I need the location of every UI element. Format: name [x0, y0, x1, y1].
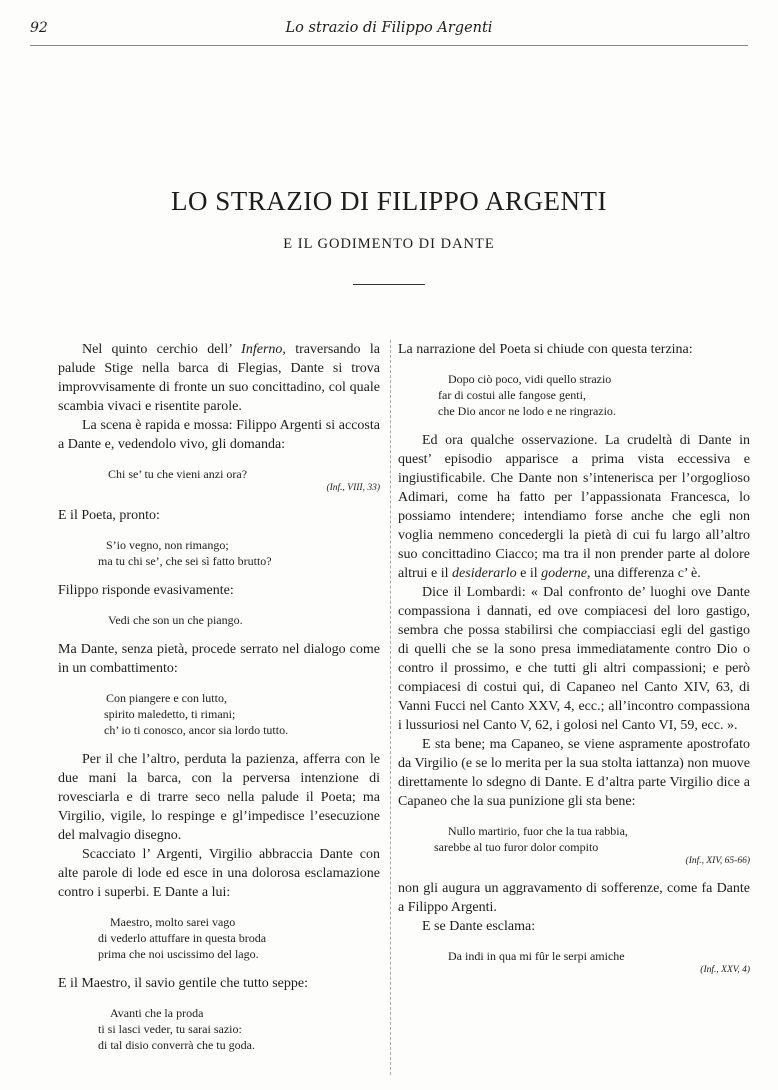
- verse-line: sarebbe al tuo furor dolor compito: [434, 840, 599, 854]
- paragraph: La narrazione del Poeta si chiude con questa terzina:: [398, 342, 693, 357]
- verse-line: di vederlo attuffare in questa broda: [98, 931, 267, 945]
- verse-quote: [58, 1005, 380, 1053]
- verse-quote: [58, 537, 380, 569]
- italic-term: goderne: [541, 566, 587, 581]
- chapter-title: LO STRAZIO DI FILIPPO ARGENTI: [171, 186, 607, 216]
- paragraph: E se Dante esclama:: [422, 919, 536, 934]
- paragraph: Per il che l’altro, perduta la pazienza, afferra con le due mani la barca, con la perversa intenzione di rovesciarla e di trarre seco nella palude il Poeta; ma Virgilio, vigile, lo respinge e gl’impedisce l’esecuzione del malvagio disegno.: [58, 752, 380, 843]
- paragraph: Filippo risponde evasivamente:: [58, 583, 234, 598]
- verse-quote: [58, 612, 380, 628]
- page-number: 92: [30, 20, 48, 36]
- verse-line: di tal disio converrà che tu goda.: [98, 1038, 255, 1052]
- paragraph: Nel quinto cerchio dell’ Inferno, traversando la palude Stige nella barca di Flegias, Dante si trova improvvisamente di fronte un suo concittadino, col quale scambia vivaci e risentite parole.: [58, 342, 380, 414]
- verse-line: ma tu chi se’, che sei sì fatto brutto?: [98, 554, 272, 568]
- verse-line: spirito maledetto, ti rimani;: [104, 707, 236, 721]
- paragraph: La scena è rapida e mossa: Filippo Argenti si accosta a Dante e, vedendolo vivo, gli domanda:: [58, 418, 380, 452]
- chapter-subtitle: E IL GODIMENTO DI DANTE: [283, 236, 495, 252]
- header-rule: [30, 45, 748, 46]
- verse-line: Chi se’ tu che vieni anzi ora?: [108, 467, 248, 481]
- verse-line: far di costui alle fangose genti,: [438, 388, 586, 402]
- paragraph: Ed ora qualche osservazione. La crudeltà di Dante in quest’ episodio apparisce a prima vista eccessiva e ingiustificabile. Che Dante non s’intenerisca per l’orgoglioso Adimari, come ha fatto per l’appassionata Francesca, lo possiamo intendere; intendiamo forse anche che egli non voglia nemmeno concedergli la pietà di cui fu largo all’altro suo concittadino Ciacco; ma tra il non prender parte al dolore altrui e il desiderarlo e il goderne, una differenza c’ è.: [398, 433, 750, 581]
- paragraph: Ma Dante, senza pietà, procede serrato nel dialogo come in un combattimento:: [58, 642, 380, 676]
- verse-line: prima che noi uscissimo del lago.: [98, 947, 259, 961]
- paragraph: E il Maestro, il savio gentile che tutto seppe:: [58, 976, 308, 991]
- verse-line: Avanti che la proda: [110, 1006, 204, 1020]
- italic-term: desiderarlo: [452, 566, 517, 581]
- verse-quote: [398, 948, 750, 976]
- verse-quote: [398, 371, 750, 419]
- verse-line: Vedi che son un che piango.: [108, 613, 243, 627]
- verse-line: Con piangere e con lutto,: [106, 691, 227, 705]
- citation: (Inf., XIV, 65-66): [685, 856, 750, 866]
- verse-line: Da indi in qua mi fûr le serpi amiche: [448, 949, 625, 963]
- paragraph: Dice il Lombardi: « Dal confronto de’ luoghi ove Dante compassiona i dannati, ed ove compiacesi del loro gastigo, sembra che possa stabilirsi che compiacciasi egli del gastigo di quelli che se la sono presa immediatamente contro Dio o contro il prossimo, e che tutti gli altri compassioni; e però compiacesi di costui qui, di Capaneo nel Canto XIV, 63, di Vanni Fucci nel Canto XXV, 4, ecc.; all’incontro compassiona i lussuriosi nel Canto V, 62, i golosi nel Canto VI, 59, ecc. ».: [398, 585, 750, 733]
- citation: (Inf., VIII, 33): [326, 483, 380, 493]
- citation: (Inf., XXV, 4): [700, 965, 750, 975]
- verse-quote: [58, 690, 380, 738]
- column-divider: [390, 340, 391, 1075]
- running-title: Lo strazio di Filippo Argenti: [285, 20, 493, 36]
- verse-quote: [398, 823, 750, 867]
- left-column: [58, 340, 380, 1065]
- verse-quote: [58, 466, 380, 494]
- title-rule: [353, 284, 425, 285]
- right-column: [398, 340, 750, 988]
- verse-line: Dopo ciò poco, vidi quello strazio: [448, 372, 612, 386]
- verse-line: Maestro, molto sarei vago: [110, 915, 236, 929]
- paragraph: non gli augura un aggravamento di sofferenze, come fa Dante a Filippo Argenti.: [398, 881, 750, 915]
- verse-line: S’io vegno, non rimango;: [106, 538, 229, 552]
- verse-line: che Dio ancor ne lodo e ne ringrazio.: [438, 404, 616, 418]
- verse-quote: [58, 914, 380, 962]
- verse-line: ti si lasci veder, tu sarai sazio:: [98, 1022, 242, 1036]
- italic-term: Inferno: [241, 342, 283, 357]
- paragraph: E il Poeta, pronto:: [58, 508, 160, 523]
- verse-line: Nullo martirio, fuor che la tua rabbia,: [448, 824, 628, 838]
- verse-line: ch’ io ti conosco, ancor sia lordo tutto.: [104, 723, 289, 737]
- paragraph: E sta bene; ma Capaneo, se viene aspramente apostrofato da Virgilio (e se lo merita per la sua stolta iattanza) non muove direttamente lo sdegno di Dante. E d’altra parte Virgilio dice a Capaneo che la sua punizione gli sta bene:: [398, 737, 750, 809]
- paragraph: Scacciato l’ Argenti, Virgilio abbraccia Dante con alte parole di lode ed esce in una dolorosa esclamazione contro i superbi. E Dante a lui:: [58, 847, 380, 900]
- running-header: [30, 20, 748, 42]
